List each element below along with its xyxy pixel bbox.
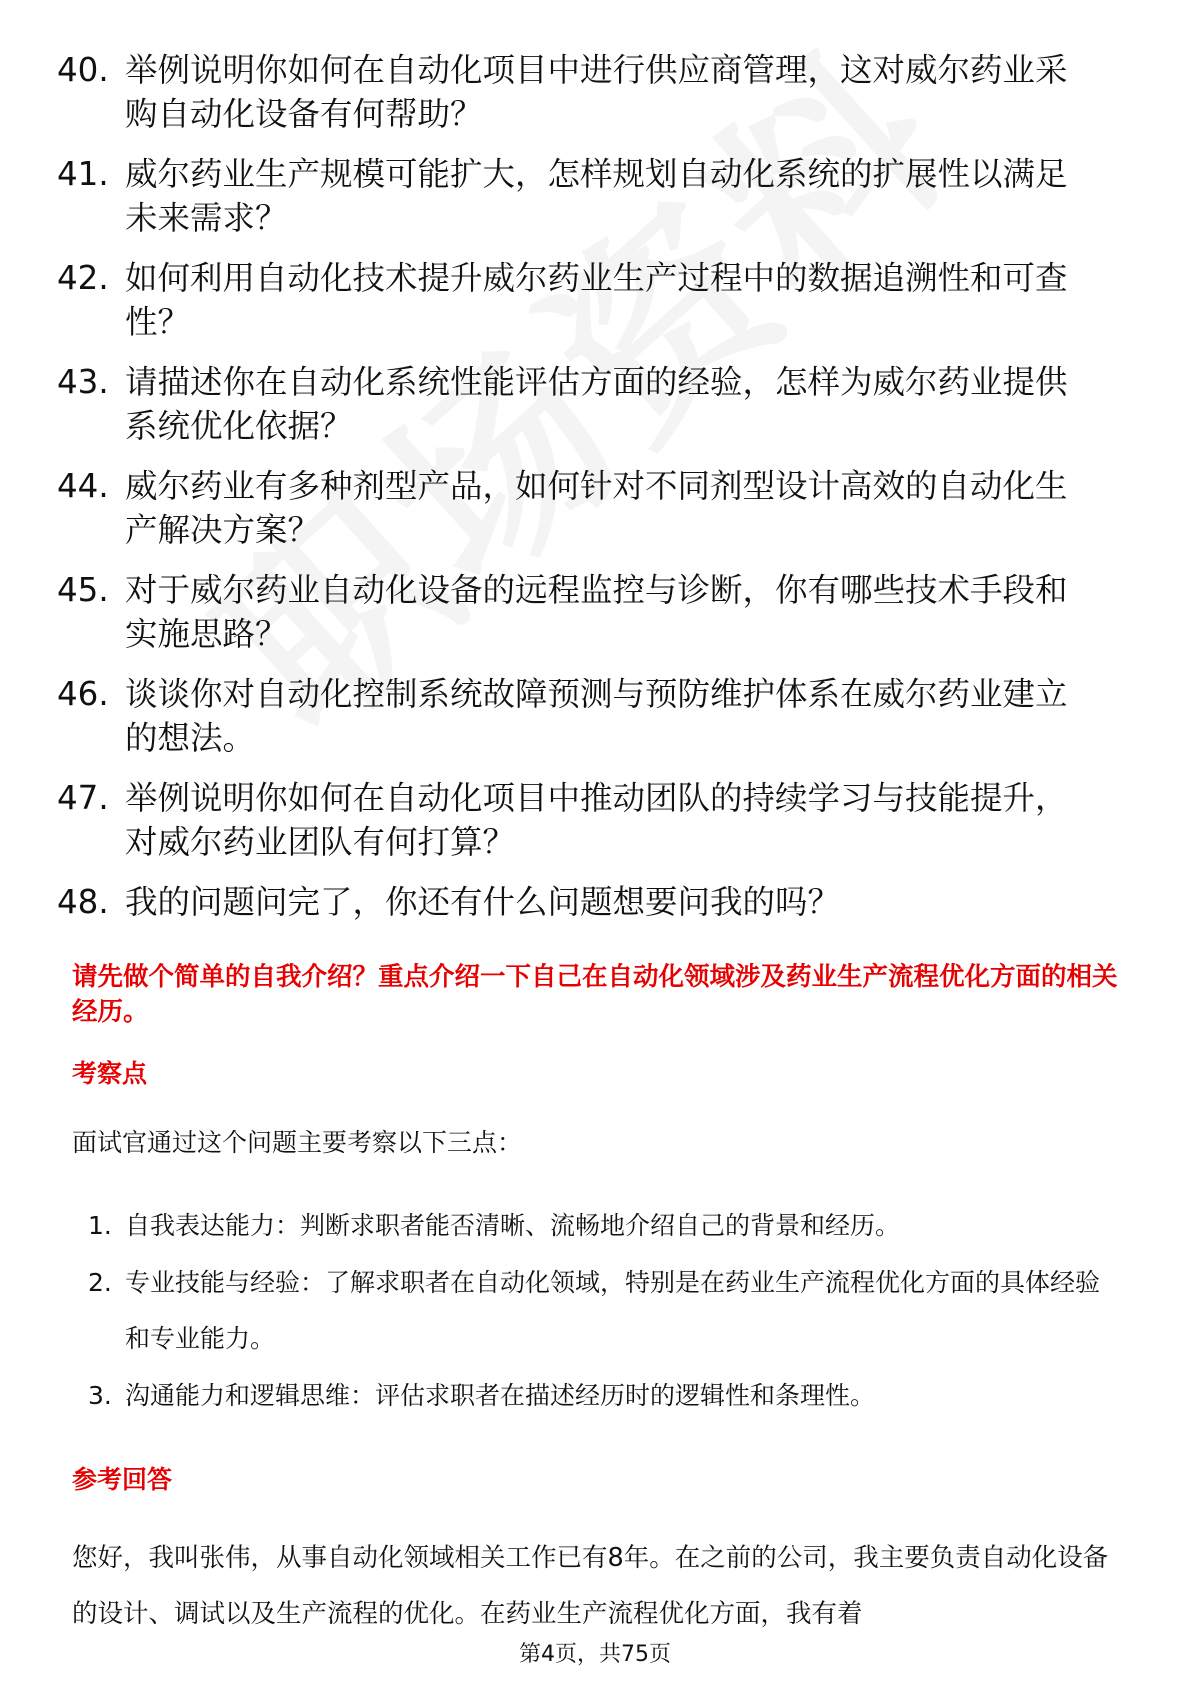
reference-answer: 您好，我叫张伟，从事自动化领域相关工作已有8年。在之前的公司，我主要负责自动化设备的设计、调试以及生产流程的优化。在药业生产流程优化方面，我有着 — [72, 1543, 1109, 1629]
question-text: 威尔药业有多种剂型产品，如何针对不同剂型设计高效的自动化生产解决方案？ — [125, 467, 1068, 549]
question-text: 请描述你在自动化系统性能评估方面的经验，怎样为威尔药业提供系统优化依据？ — [125, 363, 1068, 445]
question-number: 42. — [57, 259, 109, 297]
assessment-point — [78, 1198, 1118, 1254]
question-item — [57, 672, 1117, 760]
question-text: 举例说明你如何在自动化项目中推动团队的持续学习与技能提升，对威尔药业团队有何打算？ — [125, 779, 1068, 861]
question-number: 44. — [57, 467, 109, 505]
question-number: 40. — [57, 51, 109, 89]
point-text: 专业技能与经验：了解求职者在自动化领域，特别是在药业生产流程优化方面的具体经验和专业能力。 — [125, 1268, 1101, 1353]
reference-heading: 参考回答 — [72, 1465, 173, 1494]
point-number: 2. — [88, 1268, 112, 1297]
question-number: 47. — [57, 779, 109, 817]
question-item — [57, 48, 1117, 136]
question-number: 48. — [57, 883, 109, 921]
question-item — [57, 880, 1117, 924]
assessment-point — [78, 1368, 1118, 1424]
point-number: 3. — [88, 1381, 112, 1410]
question-item — [57, 360, 1117, 448]
question-number: 46. — [57, 675, 109, 713]
question-item — [57, 256, 1117, 344]
point-text: 沟通能力和逻辑思维：评估求职者在描述经历时的逻辑性和条理性。 — [125, 1381, 876, 1410]
question-number: 43. — [57, 363, 109, 401]
question-text: 威尔药业生产规模可能扩大，怎样规划自动化系统的扩展性以满足未来需求？ — [125, 155, 1068, 237]
question-text: 谈谈你对自动化控制系统故障预测与预防维护体系在威尔药业建立的想法。 — [125, 675, 1068, 757]
assessment-points — [78, 1198, 1118, 1425]
question-text: 如何利用自动化技术提升威尔药业生产过程中的数据追溯性和可查性？ — [125, 259, 1068, 341]
page-footer: 第4页，共75页 — [519, 1642, 671, 1667]
question-text: 我的问题问完了，你还有什么问题想要问我的吗？ — [125, 883, 841, 921]
question-list — [57, 48, 1117, 940]
question-item — [57, 464, 1117, 552]
question-text: 对于威尔药业自动化设备的远程监控与诊断，你有哪些技术手段和实施思路？ — [125, 571, 1068, 653]
question-number: 41. — [57, 155, 109, 193]
question-item — [57, 568, 1117, 656]
assessment-heading: 考察点 — [72, 1059, 148, 1088]
question-number: 45. — [57, 571, 109, 609]
question-item — [57, 152, 1117, 240]
point-text: 自我表达能力：判断求职者能否清晰、流畅地介绍自己的背景和经历。 — [125, 1211, 901, 1240]
question-item — [57, 776, 1117, 864]
featured-question: 请先做个简单的自我介绍？重点介绍一下自己在自动化领域涉及药业生产流程优化方面的相关经历。 — [72, 962, 1118, 1027]
point-number: 1. — [88, 1211, 112, 1240]
question-text: 举例说明你如何在自动化项目中进行供应商管理，这对威尔药业采购自动化设备有何帮助？ — [125, 51, 1068, 133]
assessment-intro: 面试官通过这个问题主要考察以下三点： — [72, 1128, 523, 1157]
assessment-point — [78, 1255, 1118, 1367]
